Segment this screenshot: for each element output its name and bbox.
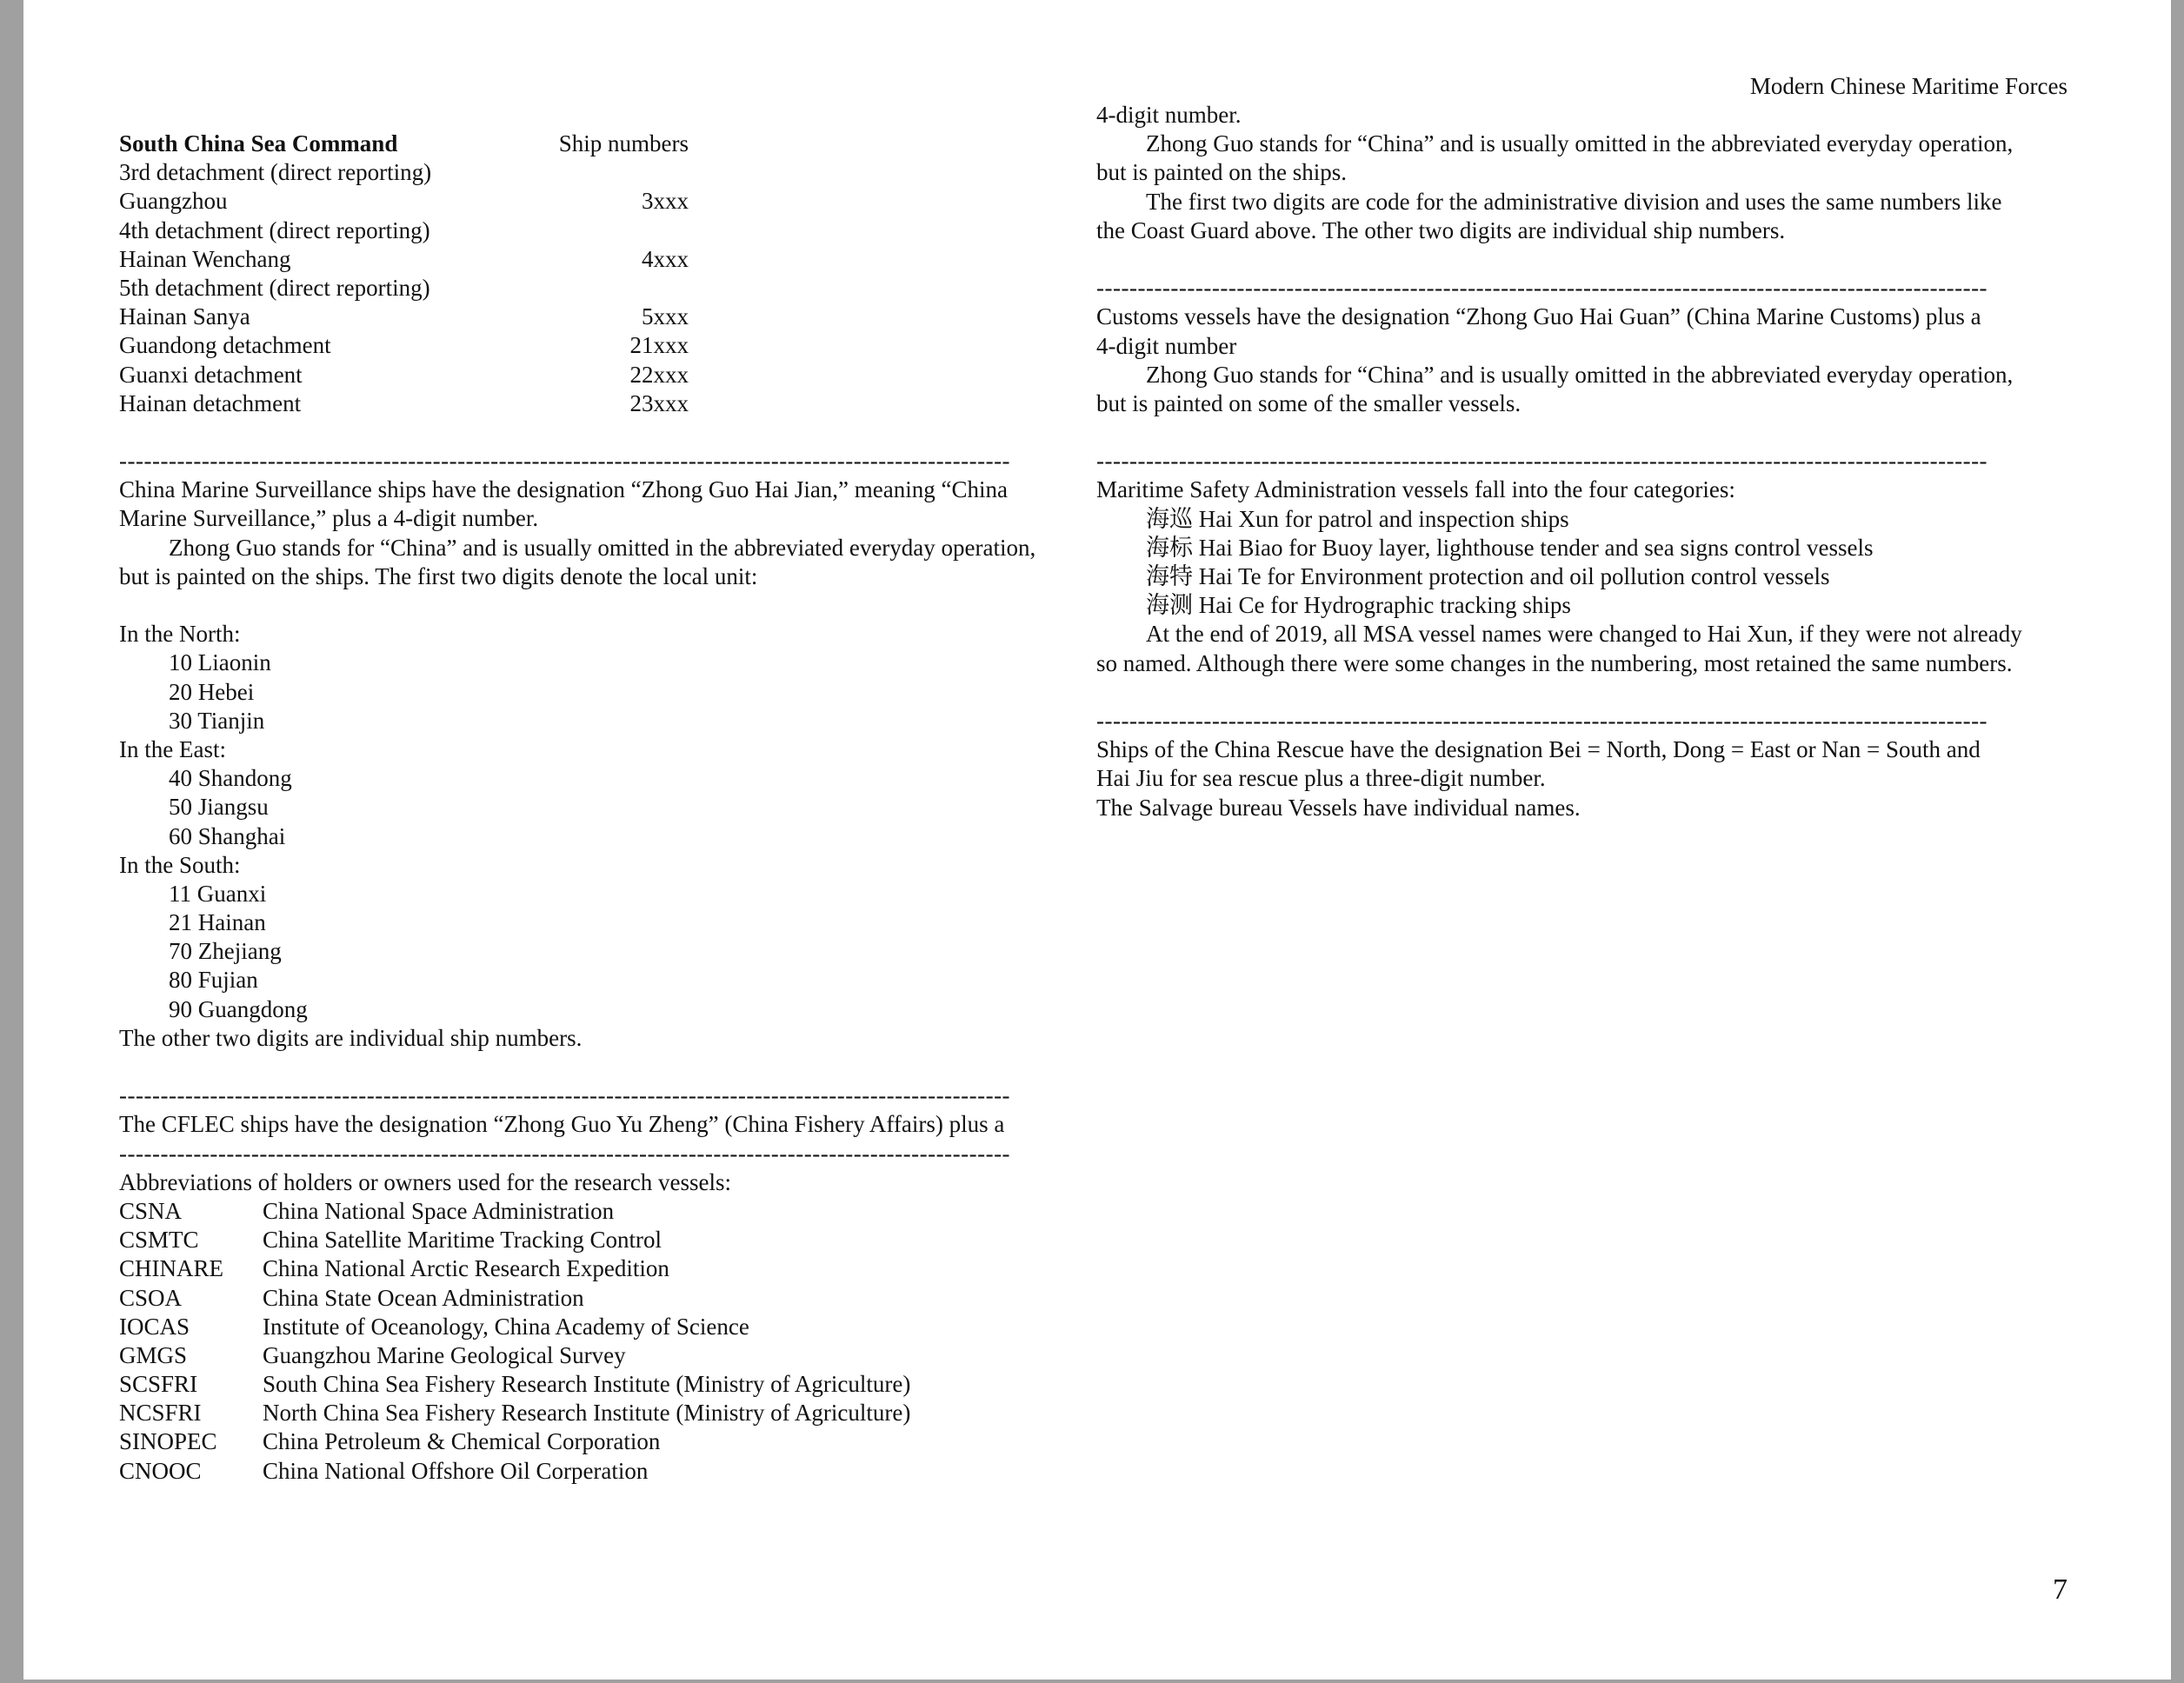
paragraph-line: Marine Surveillance,” plus a 4-digit number. (119, 505, 539, 532)
table-column-heading: Ship numbers (558, 130, 689, 156)
table-row (119, 389, 1067, 418)
list-item: 50 Jiangsu (169, 794, 269, 821)
table-row (119, 216, 1067, 245)
paragraph-line: The Salvage bureau Vessels have individual names. (1096, 794, 1581, 821)
abbreviation-meaning: China Petroleum & Chemical Corporation (263, 1428, 661, 1455)
abbreviation-code: SCSFRI (119, 1371, 198, 1398)
table-row-label: Guanxi detachment (119, 361, 303, 388)
paragraph-line: Zhong Guo stands for “China” and is usually omitted in the abbreviated everyday operation, (1146, 361, 2014, 388)
abbreviation-meaning: China National Offshore Oil Corperation (263, 1457, 649, 1484)
table-row (119, 158, 1067, 187)
table-row-label: Guangzhou (119, 188, 228, 215)
paragraph-line: At the end of 2019, all MSA vessel names were changed to Hai Xun, if they were not already (1146, 621, 2022, 648)
abbreviation-row (119, 1254, 1067, 1283)
abbreviation-code: CSNA (119, 1197, 183, 1224)
abbreviation-meaning: South China Sea Fishery Research Institute (Ministry of Agriculture) (263, 1371, 911, 1398)
paragraph-line: but is painted on some of the smaller vessels. (1096, 389, 1521, 416)
abbreviations-intro: Abbreviations of holders or owners used for the research vessels: (119, 1168, 732, 1195)
abbreviation-meaning: China National Space Administration (263, 1197, 615, 1224)
table-heading: South China Sea Command (119, 130, 398, 156)
paragraph-line: Ships of the China Rescue have the designation Bei = North, Dong = East or Nan = South and (1096, 736, 1981, 763)
abbreviation-meaning: China National Arctic Research Expedition (263, 1255, 669, 1282)
abbreviation-row (119, 1226, 1067, 1254)
table-row-number (515, 274, 689, 303)
table-row (119, 331, 1067, 360)
abbreviation-row (119, 1341, 1067, 1370)
abbreviation-row (119, 1457, 1067, 1486)
table-header-row (119, 130, 1067, 158)
table-row-label: 4th detachment (direct reporting) (119, 216, 430, 243)
list-item: 海特 Hai Te for Environment protection and oil pollution control vessels (1146, 563, 1830, 589)
region-list (119, 764, 1067, 851)
list-item: 40 Shandong (169, 765, 292, 792)
region-heading: In the East: (119, 735, 226, 762)
abbreviation-code: GMGS (119, 1341, 188, 1368)
abbreviation-code: CHINARE (119, 1255, 223, 1282)
list-item: 海巡 Hai Xun for patrol and inspection ships (1146, 505, 1569, 532)
abbreviation-code: SINOPEC (119, 1428, 217, 1455)
left-column (119, 130, 1067, 1486)
abbreviation-row (119, 1197, 1067, 1226)
table-row-number: 22xxx (629, 361, 689, 388)
paragraph-line: the Coast Guard above. The other two digits are individual ship numbers. (1096, 216, 1786, 243)
divider: ------------------------------------------------------------------------------------------------------------ (119, 1140, 1011, 1167)
abbreviation-row (119, 1427, 1067, 1456)
list-item: 70 Zhejiang (169, 938, 282, 965)
divider: ------------------------------------------------------------------------------------------------------------ (1096, 275, 1988, 302)
region-list (119, 649, 1067, 735)
table-row (119, 187, 1067, 216)
table-row-number: 3xxx (642, 188, 689, 215)
divider: ------------------------------------------------------------------------------------------------------------ (1096, 707, 1988, 734)
abbreviation-code: NCSFRI (119, 1400, 202, 1427)
list-item: 20 Hebei (169, 678, 255, 705)
paragraph-line: Hai Jiu for sea rescue plus a three-digit number. (1096, 765, 1546, 792)
paragraph-line: The CFLEC ships have the designation “Zhong Guo Yu Zheng” (China Fishery Affairs) plus a (119, 1111, 1005, 1138)
table-row-label: Hainan Sanya (119, 303, 250, 330)
abbreviation-meaning: Guangzhou Marine Geological Survey (263, 1341, 626, 1368)
region-heading: In the North: (119, 621, 241, 648)
paragraph-line: 4-digit number. (1096, 102, 1242, 128)
table-row-number (515, 158, 689, 187)
divider: ------------------------------------------------------------------------------------------------------------ (1096, 448, 1988, 475)
table-row (119, 274, 1067, 303)
ship-number-table (119, 158, 1067, 418)
abbreviation-meaning: North China Sea Fishery Research Institute (Ministry of Agriculture) (263, 1400, 911, 1427)
table-row (119, 245, 1067, 274)
table-row (119, 361, 1067, 389)
abbreviation-row (119, 1370, 1067, 1399)
abbreviation-meaning: China Satellite Maritime Tracking Control (263, 1227, 662, 1254)
paragraph-line: Zhong Guo stands for “China” and is usually omitted in the abbreviated everyday operation, (1146, 130, 2014, 157)
list-item: 海标 Hai Biao for Buoy layer, lighthouse tender and sea signs control vessels (1146, 534, 1874, 561)
abbreviation-code: IOCAS (119, 1313, 190, 1340)
abbreviation-row (119, 1313, 1067, 1341)
table-row-number: 5xxx (642, 303, 689, 330)
list-item: 11 Guanxi (169, 880, 267, 907)
list-item: 90 Guangdong (169, 995, 308, 1022)
paragraph-line: so named. Although there were some changes in the numbering, most retained the same numbers. (1096, 649, 2013, 676)
table-row-label: Hainan detachment (119, 389, 302, 416)
table-row-label: 3rd detachment (direct reporting) (119, 159, 432, 186)
running-header: Modern Chinese Maritime Forces (1749, 73, 2067, 99)
paragraph-line: but is painted on the ships. The first two digits denote the local unit: (119, 562, 758, 589)
table-row (119, 303, 1067, 331)
paragraph-line: Customs vessels have the designation “Zhong Guo Hai Guan” (China Marine Customs) plus a (1096, 303, 1981, 330)
abbreviations-list (119, 1197, 1067, 1486)
paragraph-line: Zhong Guo stands for “China” and is usually omitted in the abbreviated everyday operation, (169, 534, 1036, 561)
list-item: 80 Fujian (169, 967, 258, 994)
paragraph-line: 4-digit number (1096, 332, 1237, 359)
table-row-number: 4xxx (642, 245, 689, 272)
paragraph-line: The other two digits are individual ship numbers. (119, 1024, 583, 1051)
list-item: 21 Hainan (169, 909, 266, 936)
divider: ------------------------------------------------------------------------------------------------------------ (119, 448, 1011, 475)
abbreviation-code: CSMTC (119, 1227, 199, 1254)
region-list (119, 880, 1067, 1024)
table-row-label: Guandong detachment (119, 332, 331, 359)
paragraph-line: but is painted on the ships. (1096, 159, 1347, 186)
msa-category-list (1096, 505, 2070, 621)
table-row-label: 5th detachment (direct reporting) (119, 274, 430, 301)
abbreviation-meaning: China State Ocean Administration (263, 1284, 584, 1311)
list-item: 30 Tianjin (169, 707, 265, 734)
list-item: 60 Shanghai (169, 822, 286, 849)
abbreviation-row (119, 1399, 1067, 1427)
table-row-number (515, 216, 689, 245)
table-row-number: 21xxx (629, 332, 689, 359)
abbreviation-code: CNOOC (119, 1457, 202, 1484)
paragraph-line: China Marine Surveillance ships have the designation “Zhong Guo Hai Jian,” meaning “China (119, 476, 1008, 503)
page-number: 7 (2053, 1573, 2067, 1606)
right-column (1096, 101, 2070, 822)
region-heading: In the South: (119, 851, 241, 878)
abbreviation-row (119, 1284, 1067, 1313)
abbreviation-meaning: Institute of Oceanology, China Academy of Science (263, 1313, 749, 1340)
list-item: 10 Liaonin (169, 649, 271, 676)
paragraph-line: The first two digits are code for the administrative division and uses the same numbers like (1146, 188, 2002, 215)
document-page (23, 0, 2171, 1680)
table-row-number: 23xxx (629, 389, 689, 416)
paragraph-line: Maritime Safety Administration vessels fall into the four categories: (1096, 476, 1735, 503)
divider: ------------------------------------------------------------------------------------------------------------ (119, 1082, 1011, 1109)
abbreviation-code: CSOA (119, 1284, 183, 1311)
list-item: 海测 Hai Ce for Hydrographic tracking ships (1146, 592, 1571, 619)
table-row-label: Hainan Wenchang (119, 245, 291, 272)
